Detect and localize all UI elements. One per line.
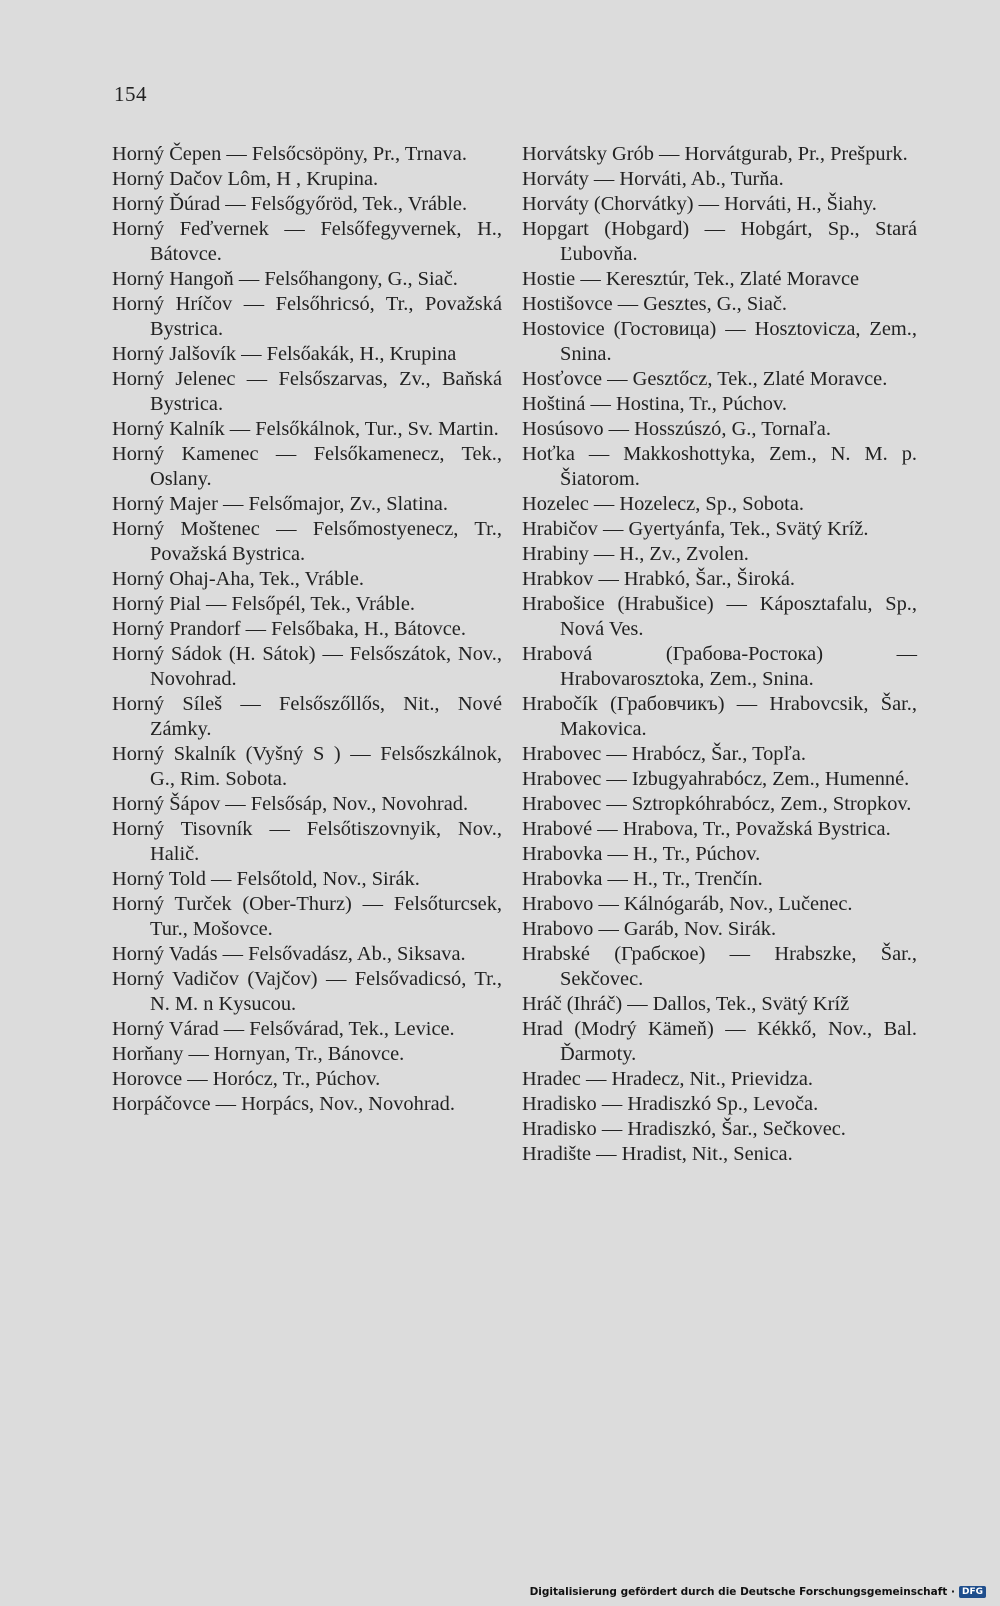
gazetteer-entry: Horný Told — Felsőtold, Nov., Sirák. [112,868,420,890]
gazetteer-entry: Hradisko — Hradiszkó Sp., Levoča. [522,1093,819,1115]
gazetteer-entry: Hrabovo — Garáb, Nov. Sirák. [522,918,777,940]
gazetteer-entry: Horný Ohaj-Aha, Tek., Vráble. [112,568,364,590]
gazetteer-entry: Hradisko — Hradiszkó, Šar., Sečkovec. [522,1118,846,1140]
gazetteer-entry: Horný Jelenec — Felsőszarvas, Zv., Baňská Bystrica. [112,368,502,415]
gazetteer-entry: Hráč (Ihráč) — Dallos, Tek., Svätý Kríž [522,993,850,1015]
gazetteer-entry: Horváty — Horváti, Ab., Turňa. [522,168,784,190]
gazetteer-entry: Horný Hangoň — Felsőhangony, G., Siač. [112,268,458,290]
page-number: 154 [114,82,147,106]
gazetteer-entry: Horný Hríčov — Felsőhricsó, Tr., Považská Bystrica. [112,293,502,340]
gazetteer-entry: Hradec — Hradecz, Nit., Prievidza. [522,1068,814,1090]
gazetteer-entry: Horvátsky Grób — Horvátgurab, Pr., Prešpurk. [522,143,908,165]
footer-text: Digitalisierung gefördert durch die Deutsche Forschungsgemeinschaft · [529,1586,955,1598]
gazetteer-entry: Hostišovce — Gesztes, G., Siač. [522,293,788,315]
gazetteer-entry: Hrabošice (Hrabušice) — Káposztafalu, Sp., Nová Ves. [522,593,917,640]
digitization-footer [530,1586,986,1598]
gazetteer-entry: Hrabovo — Kálnógaráb, Nov., Lučenec. [522,893,853,915]
gazetteer-entry: Horný Várad — Felsővárad, Tek., Levice. [112,1018,455,1040]
gazetteer-entry: Hrabovec — Izbugyahrabócz, Zem., Humenné. [522,768,910,790]
gazetteer-entry: Hradište — Hradist, Nit., Senica. [522,1143,793,1165]
gazetteer-entry: Hrabské (Грабское) — Hrabszke, Šar., Sekčovec. [522,943,917,990]
gazetteer-entry: Horný Jalšovík — Felsőakák, H., Krupina [112,343,457,365]
gazetteer-entry: Horný Šápov — Felsősáp, Nov., Novohrad. [112,793,469,815]
gazetteer-entry: Hrabové — Hrabova, Tr., Považská Bystrica. [522,818,891,840]
gazetteer-entry: Hrabočík (Грабовчикъ) — Hrabovcsik, Šar., Makovica. [522,693,917,740]
gazetteer-entry: Horný Moštenec — Felsőmostyenecz, Tr., Považská Bystrica. [112,518,502,565]
gazetteer-entry: Hrabovec — Sztropkóhrabócz, Zem., Stropkov. [522,793,912,815]
gazetteer-entry: Horpáčovce — Horpács, Nov., Novohrad. [112,1093,455,1115]
gazetteer-entry: Horný Síleš — Felsőszőllős, Nit., Nové Zámky. [112,693,502,740]
gazetteer-entry: Hostie — Keresztúr, Tek., Zlaté Moravce [522,268,860,290]
left-column [112,142,502,1117]
gazetteer-entry: Horňany — Hornyan, Tr., Bánovce. [112,1043,405,1065]
gazetteer-entry: Hrabovec — Hrabócz, Šar., Topľa. [522,743,806,765]
gazetteer-entry: Hrabovka — H., Tr., Púchov. [522,843,761,865]
gazetteer-entry: Hrabkov — Hrabkó, Šar., Široká. [522,568,795,590]
gazetteer-entry: Hrabovka — H., Tr., Trenčín. [522,868,763,890]
gazetteer-entry: Horný Feďvernek — Felsőfegyvernek, H., Bátovce. [112,218,502,265]
gazetteer-entry: Horný Kalník — Felsőkálnok, Tur., Sv. Martin. [112,418,499,440]
gazetteer-entry: Hrabičov — Gyertyánfa, Tek., Svätý Kríž. [522,518,869,540]
gazetteer-entry: Horný Tisovník — Felsőtiszovnyik, Nov., Halič. [112,818,502,865]
gazetteer-entry: Hoštiná — Hostina, Tr., Púchov. [522,393,787,415]
gazetteer-entry: Horný Ďúrad — Felsőgyőröd, Tek., Vráble. [112,193,468,215]
gazetteer-entry: Horný Vadás — Felsővadász, Ab., Siksava. [112,943,466,965]
gazetteer-entry: Hopgart (Hobgard) — Hobgárt, Sp., Stará Ľubovňa. [522,218,917,265]
gazetteer-entry: Horný Turček (Ober-Thurz) — Felsőturcsek, Tur., Mošovce. [112,893,502,940]
gazetteer-entry: Horváty (Chorvátky) — Horváti, H., Šiahy. [522,193,877,215]
gazetteer-entry: Hozelec — Hozelecz, Sp., Sobota. [522,493,804,515]
dfg-logo-icon: DFG [959,1586,986,1598]
gazetteer-entry: Hosťovce — Gesztőcz, Tek., Zlaté Moravce. [522,368,888,390]
right-column [522,142,917,1167]
gazetteer-entry: Horný Majer — Felsőmajor, Zv., Slatina. [112,493,448,515]
gazetteer-entry: Hrabiny — H., Zv., Zvolen. [522,543,749,565]
gazetteer-entry: Horný Prandorf — Felsőbaka, H., Bátovce. [112,618,466,640]
gazetteer-entry: Horný Kamenec — Felsőkamenecz, Tek., Oslany. [112,443,502,490]
gazetteer-entry: Horovce — Horócz, Tr., Púchov. [112,1068,381,1090]
gazetteer-entry: Horný Skalník (Vyšný S ) — Felsőszkálnok, G., Rim. Sobota. [112,743,502,790]
gazetteer-entry: Hostovice (Гостовица) — Hosztovicza, Zem., Snina. [522,318,917,365]
gazetteer-entry: Hosúsovo — Hosszúszó, G., Tornaľa. [522,418,831,440]
gazetteer-entry: Horný Sádok (H. Sátok) — Felsőszátok, Nov., Novohrad. [112,643,502,690]
gazetteer-entry: Horný Vadičov (Vajčov) — Felsővadicsó, Tr., N. M. n Kysucou. [112,968,502,1015]
gazetteer-entry: Horný Čepen — Felsőcsöpöny, Pr., Trnava. [112,143,467,165]
gazetteer-entry: Hrad (Modrý Kämeň) — Kékkő, Nov., Bal. Ďarmoty. [522,1018,917,1065]
gazetteer-entry: Horný Pial — Felsőpél, Tek., Vráble. [112,593,415,615]
gazetteer-entry: Horný Dačov Lôm, H , Krupina. [112,168,379,190]
gazetteer-entry: Hrabová (Грабова-Ростока) — Hrabovarosztoka, Zem., Snina. [522,643,917,690]
gazetteer-entry: Hoťka — Makkoshottyka, Zem., N. M. p. Šiatorom. [522,443,917,490]
